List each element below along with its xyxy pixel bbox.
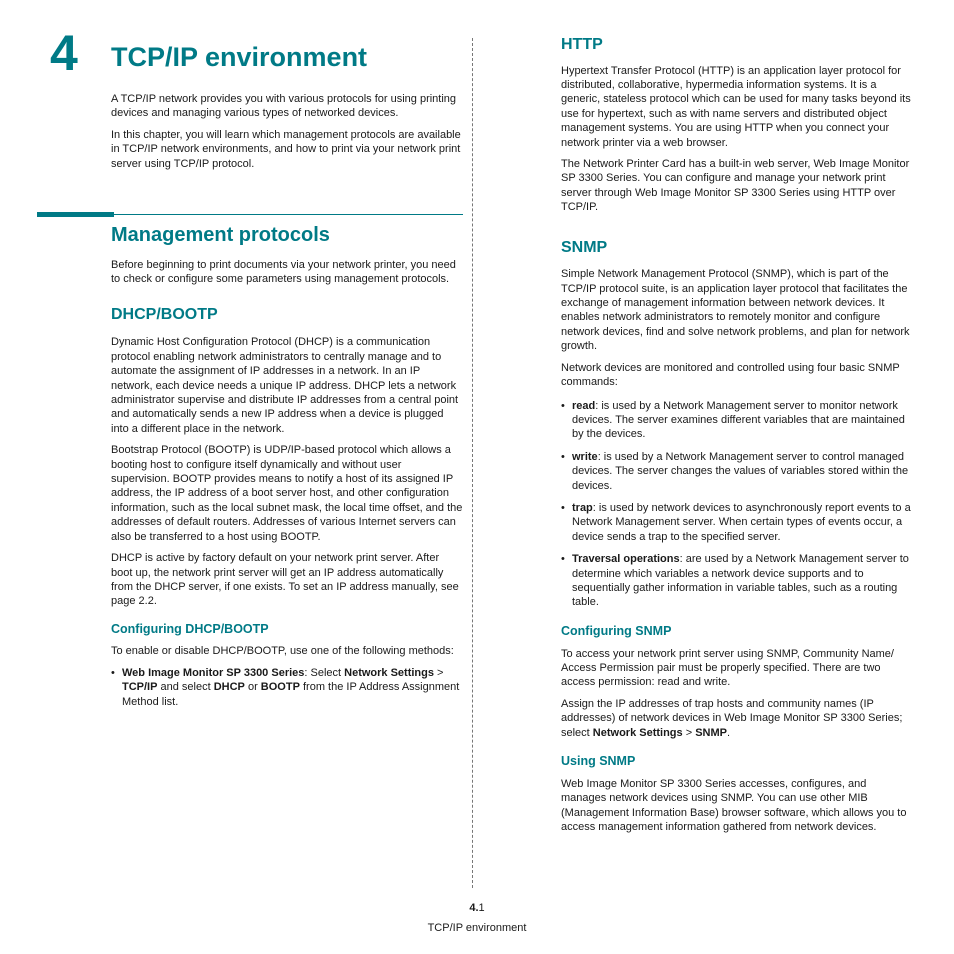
intro-section [111, 92, 463, 171]
dhcp-paragraph: Bootstrap Protocol (BOOTP) is UDP/IP-based protocol which allows a booting host to configure itself dynamically and without user supervision. BOOTP provides means to notify a host of its assigned IP address, the IP address of a boot server host, and other configuration information, such as the local subnet mask, the local time offset, and the addresses of default routers. Addresses of various Internet servers can also be transferred to a host using BOOTP. [111, 444, 463, 543]
bold-text: TCP/IP [122, 681, 158, 694]
bullet-marker: • [111, 666, 115, 679]
bullet-marker: • [561, 450, 565, 463]
command-term: Traversal operations [572, 553, 680, 566]
config-snmp-heading: Configuring SNMP [561, 623, 672, 638]
http-paragraph: The Network Printer Card has a built-in web server, Web Image Monitor SP 3300 Series. You can configure and manage your network print server through Web Image Monitor SP 3300 Series using HTTP over TCP/IP. [561, 158, 910, 214]
snmp-command-item [561, 501, 913, 544]
command-term: trap [572, 501, 593, 514]
right-column [561, 36, 913, 834]
text: from the IP Address Assignment Method list. [122, 681, 460, 708]
text: : Select [304, 666, 345, 679]
command-term: write [572, 450, 598, 463]
bold-text: Network Settings [344, 666, 434, 679]
bold-text: DHCP [213, 681, 245, 694]
section-rule-line [114, 214, 463, 215]
config-dhcp-bullet [111, 666, 463, 709]
command-term: read [572, 399, 596, 412]
management-paragraph: Before beginning to print documents via your network printer, you need to check or configure some parameters using management protocols. [111, 259, 456, 286]
http-heading: HTTP [561, 36, 603, 53]
bold-text: SNMP [695, 726, 727, 739]
text: Assign the IP addresses of trap hosts and community names (IP addresses) of network devices in Web Image Monitor SP 3300 Series; select [561, 697, 903, 739]
text: and select [157, 681, 214, 694]
page-number [0, 902, 954, 914]
bold-text: Network Settings [592, 726, 683, 739]
management-heading: Management protocols [111, 224, 330, 246]
intro-paragraph: In this chapter, you will learn which management protocols are available in TCP/IP network environments, and how to print via your network print server using TCP/IP protocol. [111, 128, 461, 170]
page-number-chapter: 4. [469, 902, 479, 914]
bold-text: BOOTP [260, 681, 300, 694]
management-section [111, 224, 463, 709]
using-snmp-paragraph: Web Image Monitor SP 3300 Series accesses, configures, and manages network devices using SNMP. You can use other MIB (Management Information Base) browser software, which allows you to access management information gathered from network devices. [561, 777, 907, 833]
bullet-marker: • [561, 399, 565, 412]
command-desc: : are used by a Network Management server to determine which variables a network device supports and to sequentially gather information in variable tables, such as a routing table. [572, 553, 909, 609]
using-snmp-heading: Using SNMP [561, 753, 636, 768]
text: > [682, 726, 696, 739]
intro-paragraph: A TCP/IP network provides you with various protocols for using printing devices and managing various types of networked devices. [111, 93, 457, 120]
snmp-command-item [561, 552, 913, 610]
dhcp-paragraph: DHCP is active by factory default on your network print server. After boot up, the network print server will get an IP address automatically from the DHCP server, if one exists. To set an IP address manually, see page 2.2. [111, 552, 459, 608]
snmp-heading: SNMP [561, 238, 608, 256]
config-snmp-paragraph: To access your network print server using SNMP, Community Name/ Access Permission pair must be properly specified. There are two access permission: read and write. [561, 647, 894, 689]
footer-chapter-title: TCP/IP environment [427, 922, 527, 934]
command-desc: : is used by a Network Management server to monitor network devices. The server examines different variables that are maintained by the devices. [572, 399, 905, 441]
text: . [726, 726, 731, 739]
dhcp-heading: DHCP/BOOTP [111, 305, 218, 323]
command-desc: : is used by network devices to asynchronously report events to a Network Management server. When certain types of events occur, a device sends a trap to the specified server. [572, 501, 911, 543]
text: or [244, 681, 261, 694]
config-snmp-paragraph [561, 697, 913, 740]
snmp-command-item [561, 450, 913, 493]
chapter-number: 4 [50, 25, 78, 81]
text: > [434, 666, 444, 679]
http-paragraph: Hypertext Transfer Protocol (HTTP) is an application layer protocol for distributed, collaborative, hypermedia information systems. It is a generic, stateless protocol which can be used for many tasks beyond its use for hypertext, such as with name servers and distributed object management systems. You are using HTTP when you connect your network printer via a web browser. [561, 64, 911, 149]
bullet-marker: • [561, 553, 565, 566]
bold-text: Web Image Monitor SP 3300 Series [122, 666, 305, 679]
chapter-title: TCP/IP environment [111, 42, 368, 72]
section-rule-accent [37, 212, 114, 217]
bullet-marker: • [561, 501, 565, 514]
snmp-paragraph: Network devices are monitored and controlled using four basic SNMP commands: [561, 361, 900, 389]
command-desc: : is used by a Network Management server to control managed devices. The server changes the values of variables stored within the devices. [572, 450, 909, 492]
snmp-command-item [561, 399, 913, 442]
config-dhcp-heading: Configuring DHCP/BOOTP [111, 621, 269, 636]
column-divider [472, 38, 473, 888]
page-number-page: 1 [478, 902, 485, 914]
dhcp-paragraph: Dynamic Host Configuration Protocol (DHCP) is a communication protocol enabling network administrators to centrally manage and to automate the assignment of IP addresses in a network. In an IP network, each device needs a unique IP address. DHCP lets a network administrator supervise and distribute IP addresses from a central point and automatically sends a new IP address when a device is plugged into a different place in the network. [111, 336, 459, 435]
snmp-paragraph: Simple Network Management Protocol (SNMP), which is part of the TCP/IP protocol suite, is an application layer protocol that facilitates the exchange of management information between network devices. It enables network administrators to remotely monitor and configure network devices, find and solve network problems, and plan for network growth. [561, 268, 910, 353]
config-dhcp-paragraph: To enable or disable DHCP/BOOTP, use one of the following methods: [111, 645, 454, 658]
